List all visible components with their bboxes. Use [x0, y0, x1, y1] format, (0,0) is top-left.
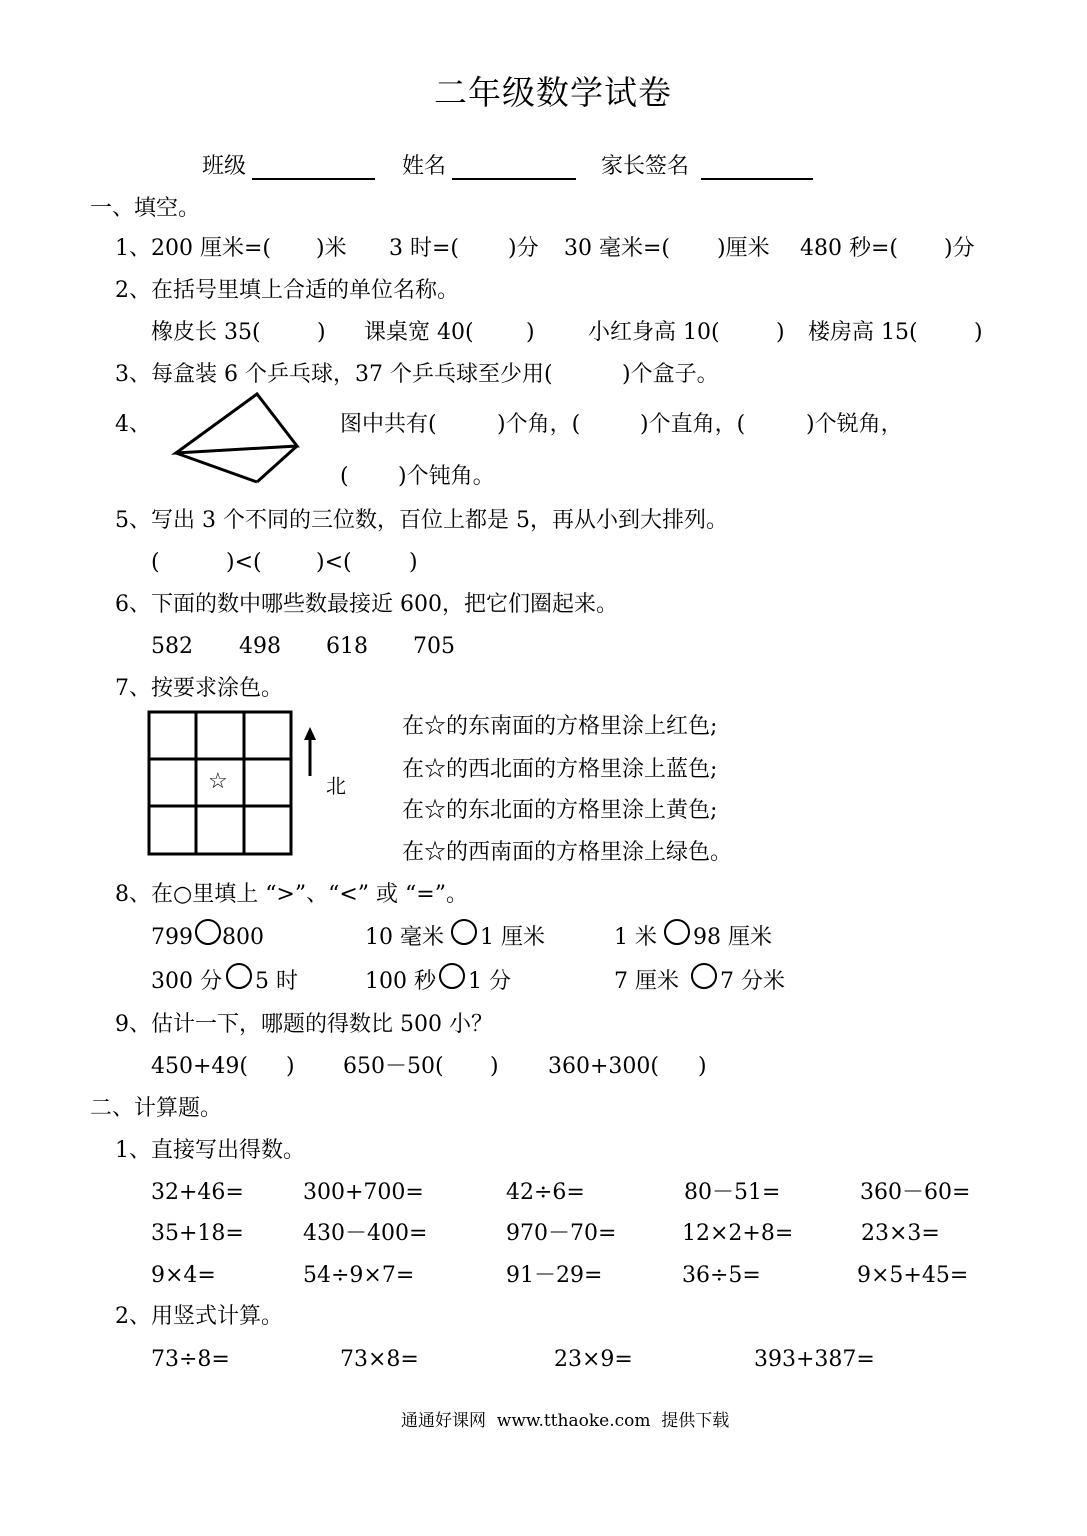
q5-paren-4: ): [409, 550, 418, 575]
q8-left: 10 毫米: [365, 925, 444, 950]
calc-item: 360－60=: [860, 1180, 971, 1205]
q9-a: 450+49(: [151, 1054, 249, 1079]
vertical-calc-item: 23×9=: [554, 1347, 633, 1372]
q2-d: 楼房高 15(: [808, 320, 918, 345]
q8-text: 在○里填上 “>”、“<” 或 “=”。: [151, 882, 468, 907]
q9-b: 650－50(: [343, 1054, 444, 1079]
name-label: 姓名: [402, 154, 447, 179]
q5-paren-3: )<(: [316, 550, 352, 575]
q8-right: 98 厘米: [693, 925, 772, 950]
q9-number: 9、: [115, 1012, 151, 1037]
q4-line1-b: )个角，(: [497, 412, 581, 437]
section2-heading: 二、计算题。: [90, 1096, 223, 1121]
q6-text: 下面的数中哪些数最接近 600，把它们圈起来。: [151, 592, 618, 617]
q8-right: 1 分: [468, 969, 511, 994]
q7-text: 按要求涂色。: [151, 676, 284, 701]
q2-c: 小红身高 10(: [588, 320, 720, 345]
s2-q2-text: 用竖式计算。: [151, 1304, 284, 1329]
page-title: 二年级数学试卷: [434, 73, 672, 112]
calc-item: 9×5+45=: [857, 1263, 969, 1288]
q6-number: 6、: [115, 592, 151, 617]
calc-item: 91－29=: [506, 1263, 603, 1288]
q2-b: 课桌宽 40(: [364, 320, 474, 345]
q8-left: 7 厘米: [614, 969, 679, 994]
s2-q1-number: 1、: [115, 1138, 151, 1163]
q8-number: 8、: [115, 882, 151, 907]
q1-d: 480 秒=(: [800, 236, 899, 261]
q8-left: 100 秒: [365, 969, 436, 994]
q6-number-item[interactable]: 618: [326, 634, 368, 659]
vertical-calc-item: 73×8=: [340, 1347, 419, 1372]
q9-c: 360+300(: [548, 1054, 659, 1079]
q1-c: 30 毫米=(: [564, 236, 671, 261]
q3-text: 每盒装 6 个乒乓球，37 个乒乓球至少用(: [151, 362, 553, 387]
calc-item: 23×3=: [861, 1221, 940, 1246]
q5-text: 写出 3 个不同的三位数，百位上都是 5，再从小到大排列。: [151, 508, 728, 533]
q1-b-end: )分: [508, 236, 539, 261]
q8-right: 1 厘米: [480, 925, 545, 950]
q5-paren-2: )<(: [226, 550, 262, 575]
parent-sign-label: 家长签名: [601, 154, 690, 179]
q3-number: 3、: [115, 362, 151, 387]
calc-item: 300+700=: [303, 1180, 424, 1205]
q8-right: 7 分米: [720, 969, 785, 994]
q9-b-end: ): [490, 1054, 499, 1079]
compare-circle[interactable]: [665, 920, 689, 944]
q4-line1-a: 图中共有(: [340, 412, 437, 437]
calc-item: 80－51=: [684, 1180, 781, 1205]
q1-c-end: )厘米: [717, 236, 770, 261]
class-label: 班级: [202, 154, 247, 179]
compare-circle[interactable]: [196, 920, 220, 944]
q2-a-end: ): [317, 320, 326, 345]
q1-d-end: )分: [944, 236, 975, 261]
q1-a: 200 厘米=(: [151, 236, 272, 261]
q6-number-item[interactable]: 582: [151, 634, 193, 659]
q4-line1-d: )个锐角，: [806, 412, 903, 437]
calc-item: 35+18=: [151, 1221, 244, 1246]
q8-left: 799: [151, 925, 193, 950]
compare-circle[interactable]: [440, 964, 464, 988]
q5-paren-1: (: [151, 550, 160, 575]
q4-line2-b: )个钝角。: [398, 464, 495, 489]
calc-item: 430－400=: [303, 1221, 428, 1246]
q2-text: 在括号里填上合适的单位名称。: [151, 278, 460, 303]
q2-c-end: ): [776, 320, 785, 345]
q2-a: 橡皮长 35(: [151, 320, 261, 345]
q6-number-item[interactable]: 498: [239, 634, 281, 659]
q4-line1-c: )个直角，(: [640, 412, 746, 437]
calc-item: 32+46=: [151, 1180, 244, 1205]
q1-a-end: )米: [316, 236, 347, 261]
q2-b-end: ): [526, 320, 535, 345]
q8-right: 800: [222, 925, 264, 950]
calc-item: 12×2+8=: [682, 1221, 794, 1246]
q2-d-end: ): [974, 320, 983, 345]
s2-q1-text: 直接写出得数。: [151, 1138, 306, 1163]
s2-q2-number: 2、: [115, 1304, 151, 1329]
north-label: 北: [326, 774, 346, 798]
calc-item: 9×4=: [151, 1263, 216, 1288]
q9-text: 估计一下，哪题的得数比 500 小？: [151, 1012, 493, 1037]
calc-item: 970－70=: [506, 1221, 617, 1246]
calc-item: 36÷5=: [682, 1263, 761, 1288]
q8-left: 300 分: [151, 969, 222, 994]
q2-number: 2、: [115, 278, 151, 303]
footer-credit: 通通好课网 www.tthaoke.com 提供下载: [401, 1411, 730, 1431]
star-icon: ☆: [208, 769, 228, 794]
q9-c-end: ): [698, 1054, 707, 1079]
q9-a-end: ): [286, 1054, 295, 1079]
compare-circle[interactable]: [452, 920, 476, 944]
q7-instruction: 在☆的东北面的方格里涂上黄色;: [402, 798, 718, 823]
vertical-calc-item: 73÷8=: [151, 1347, 230, 1372]
q8-left: 1 米: [614, 925, 657, 950]
q4-number: 4、: [115, 412, 151, 437]
q7-instruction: 在☆的东南面的方格里涂上红色;: [402, 714, 718, 739]
q7-instruction: 在☆的西南面的方格里涂上绿色。: [402, 840, 733, 865]
vertical-calc-item: 393+387=: [754, 1347, 875, 1372]
q5-number: 5、: [115, 508, 151, 533]
q3-text-end: )个盒子。: [622, 362, 719, 387]
q7-number: 7、: [115, 676, 151, 701]
q8-right: 5 时: [255, 969, 298, 994]
calc-item: 42÷6=: [506, 1180, 585, 1205]
compare-circle[interactable]: [227, 964, 251, 988]
q6-number-item[interactable]: 705: [413, 634, 455, 659]
calc-item: 54÷9×7=: [303, 1263, 415, 1288]
q7-instruction: 在☆的西北面的方格里涂上蓝色;: [402, 757, 718, 782]
section1-heading: 一、填空。: [90, 196, 201, 221]
q4-line2-a: (: [340, 464, 349, 489]
q1-b: 3 时=(: [389, 236, 460, 261]
compare-circle[interactable]: [692, 964, 716, 988]
q1-number: 1、: [115, 236, 151, 261]
